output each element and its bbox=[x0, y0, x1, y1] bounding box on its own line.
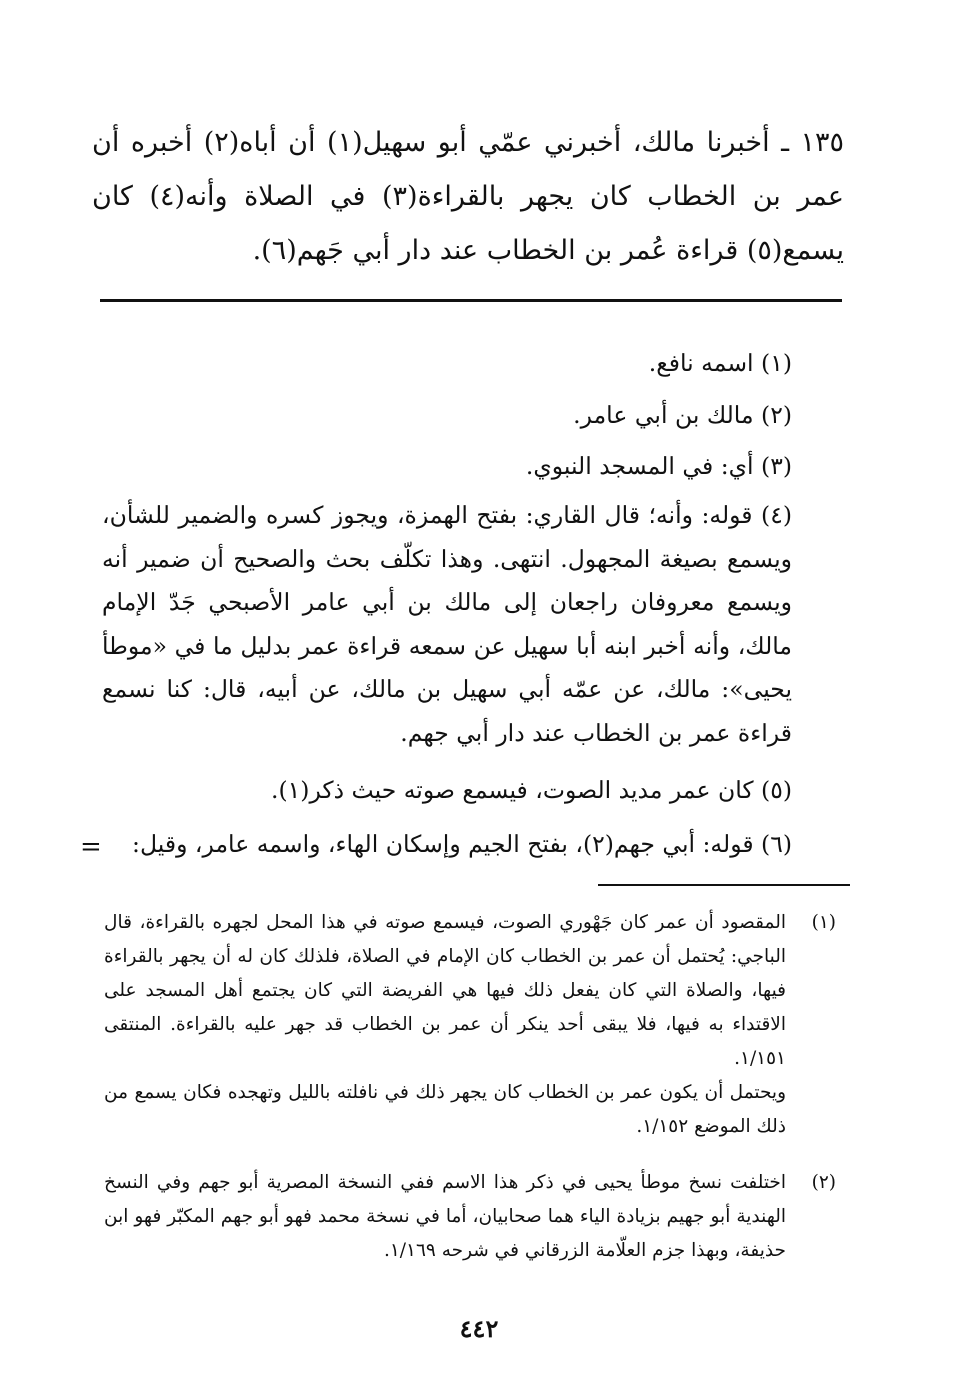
commentary-note-6: (٦) قوله: أبي جهم(٢)، بفتح الجيم وإسكان الهاء، واسمه عامر، وقيل: bbox=[132, 830, 792, 858]
commentary-note-5: (٥) كان عمر مديد الصوت، فيسمع صوته حيث ذكر(١). bbox=[271, 776, 792, 804]
main-divider bbox=[100, 299, 842, 302]
footnote-1-number: (١) bbox=[811, 912, 836, 933]
footnote-2-number: (٢) bbox=[811, 1172, 836, 1193]
commentary-note-1: (١) اسمه نافع. bbox=[648, 349, 792, 377]
footnote-1 bbox=[104, 906, 836, 1144]
commentary-note-4: (٤) قوله: وأنه؛ قال القاري: بفتح الهمزة، ويجوز كسره والضمير للشأن، ويسمع بصيغة المجهول. انتهى. وهذا تكلّف بحث والصحيح أن ضمير أنه ويسمع معروفان راجعان إلى مالك بن أبي عامر الأصبحي جَدّ الإمام مالك، وأنه أخبر ابنه أبا سهيل عن سمعه قراءة عمر بدليل ما في «موطأ يحيى»: مالك، عن عمّه أبي سهيل بن مالك، عن أبيه، قال: كنا نسمع قراءة عمر بن الخطاب عند دار أبي جهم. bbox=[102, 501, 792, 747]
footnote-1-text-2: ويحتمل أن يكون عمر بن الخطاب كان يجهر ذلك في نافلته بالليل وتهجده فكان يسمع من ذلك الموضع ١/١٥٢. bbox=[104, 1082, 786, 1137]
commentary-note-2: (٢) مالك بن أبي عامر. bbox=[573, 401, 792, 429]
footnote-2 bbox=[104, 1166, 836, 1268]
commentary-note-3: (٣) أي: في المسجد النبوي. bbox=[525, 452, 792, 480]
footnote-2-text: اختلفت نسخ موطأ يحيى في ذكر هذا الاسم ففي النسخة المصرية أبو جهم وفي النسخ الهندية أبو جهيم بزيادة الياء هما صحابيان، أما في نسخة محمد فهو أبو جهم المكبّر فهو ابن حذيفة، وبهذا جزم العلّامة الزرقاني في شرحه ١/١٦٩. bbox=[104, 1172, 786, 1261]
footnote-1-text: المقصود أن عمر كان جَهْوري الصوت، فيسمع صوته في هذا المحل لجهره بالقراءة، قال الباجي: يُحتمل أن عمر بن الخطاب كان الإمام في الصلاة، فلذلك كان له أن يجهر بالقراءة فيها، والصلاة التي كان يفعل ذلك فيها هي الفريضة التي كان يجتمع أهل المسجد على الاقتداء به فيها، فلا يبقى أحد ينكر أن عمر بن الخطاب قد جهر عليه بالقراءة. المنتقى ١/١٥١. bbox=[104, 912, 786, 1069]
page-number: ٤٤٢ bbox=[459, 1314, 499, 1343]
hadith-text: ١٣٥ ـ أخبرنا مالك، أخبرني عمّي أبو سهيل(١) أن أباه(٢) أخبره أن عمر بن الخطاب كان يجهر بالقراءة(٣) في الصلاة وأنه(٤) كان يسمع(٥) قراءة عُمر بن الخطاب عند دار أبي جَهم(٦). bbox=[92, 127, 844, 266]
continuation-mark: = bbox=[80, 832, 102, 862]
footnote-divider bbox=[598, 884, 850, 886]
